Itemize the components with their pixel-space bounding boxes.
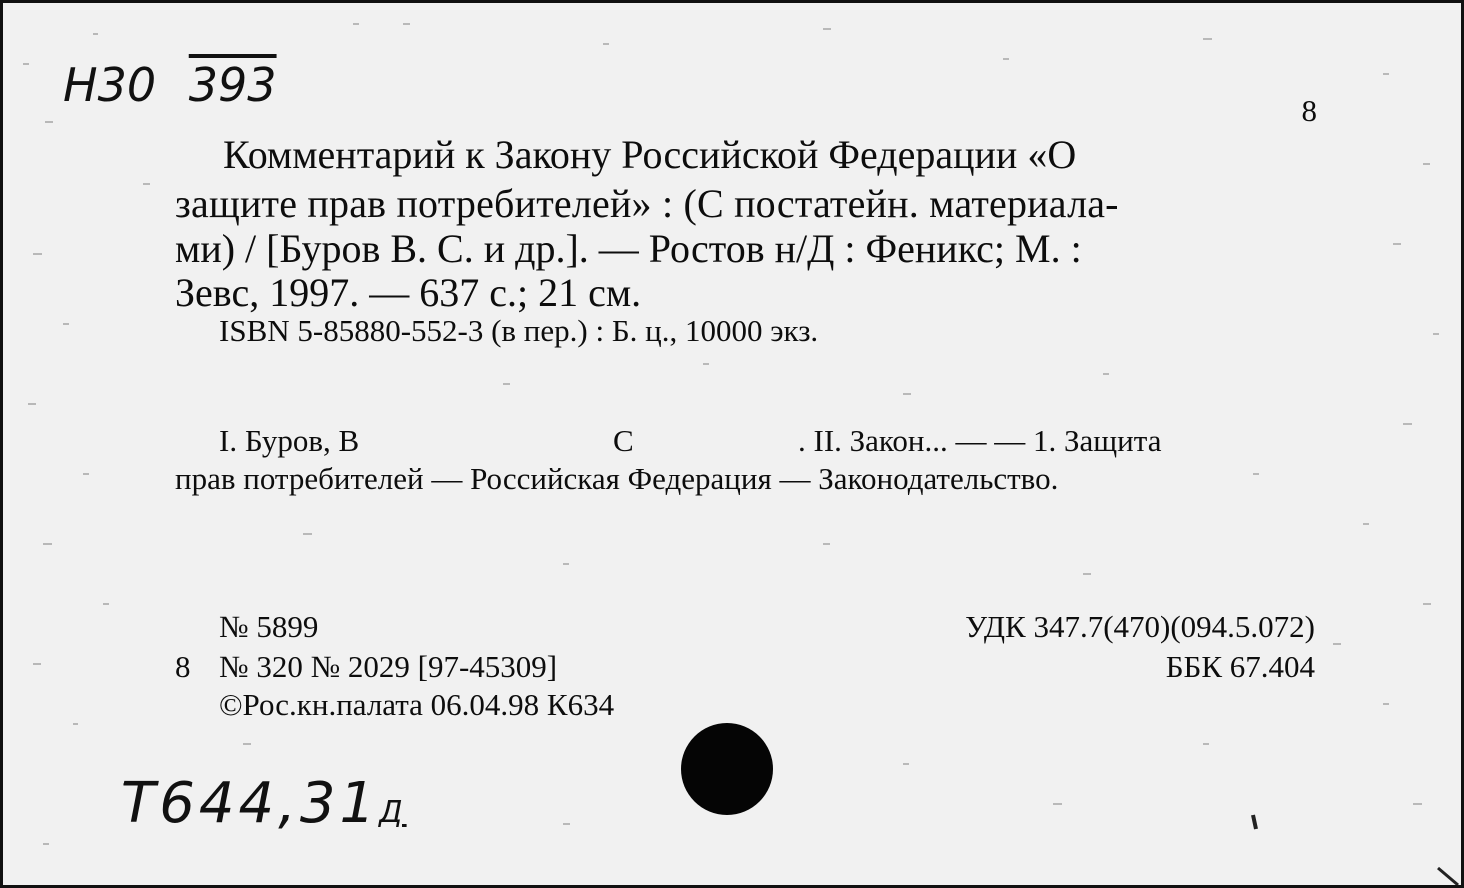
- tracing-subjects: . II. Закон... — — 1. Защита: [798, 423, 1162, 458]
- handwritten-call-suffix: Д: [379, 795, 407, 830]
- registration-numbers: № 320 № 2029 [97-45309]: [219, 649, 558, 684]
- copy-count-top: 8: [1301, 93, 1317, 128]
- tracing-author: I. Буров, В: [219, 423, 360, 458]
- handwritten-shelf-code: Н30: [63, 58, 157, 112]
- handwritten-call-code: Т644,31: [121, 771, 380, 836]
- description-line-1: Комментарий к Закону Российской Федерации «О: [223, 132, 1077, 177]
- isbn-line: ISBN 5-85880-552-3 (в пер.) : Б. ц., 10000 экз.: [219, 313, 819, 348]
- bbk-code: ББК 67.404: [1165, 649, 1315, 684]
- copy-count-bottom: 8: [175, 649, 191, 684]
- handwritten-shelf-mark: [63, 58, 277, 112]
- description-line-3: ми) / [Буров В. С. и др.]. — Ростов н/Д : Феникс; М. :: [175, 226, 1082, 271]
- handwritten-call-number: [121, 771, 407, 836]
- description-line-4: Зевс, 1997. — 637 с.; 21 см.: [175, 270, 642, 315]
- book-chamber-line: ©Рос.кн.палата 06.04.98 К634: [219, 687, 615, 722]
- tracing-line-2: прав потребителей — Российская Федерация — Законодательство.: [175, 461, 1059, 496]
- description-line-2: защите прав потребителей» : (С постатейн. материала-: [175, 181, 1119, 226]
- udk-code: УДК 347.7(470)(094.5.072): [965, 609, 1315, 644]
- card-number: № 5899: [219, 609, 319, 644]
- handwritten-shelf-number: 393: [188, 58, 277, 112]
- punch-hole: [681, 723, 773, 815]
- tracing-initial: С: [613, 423, 634, 458]
